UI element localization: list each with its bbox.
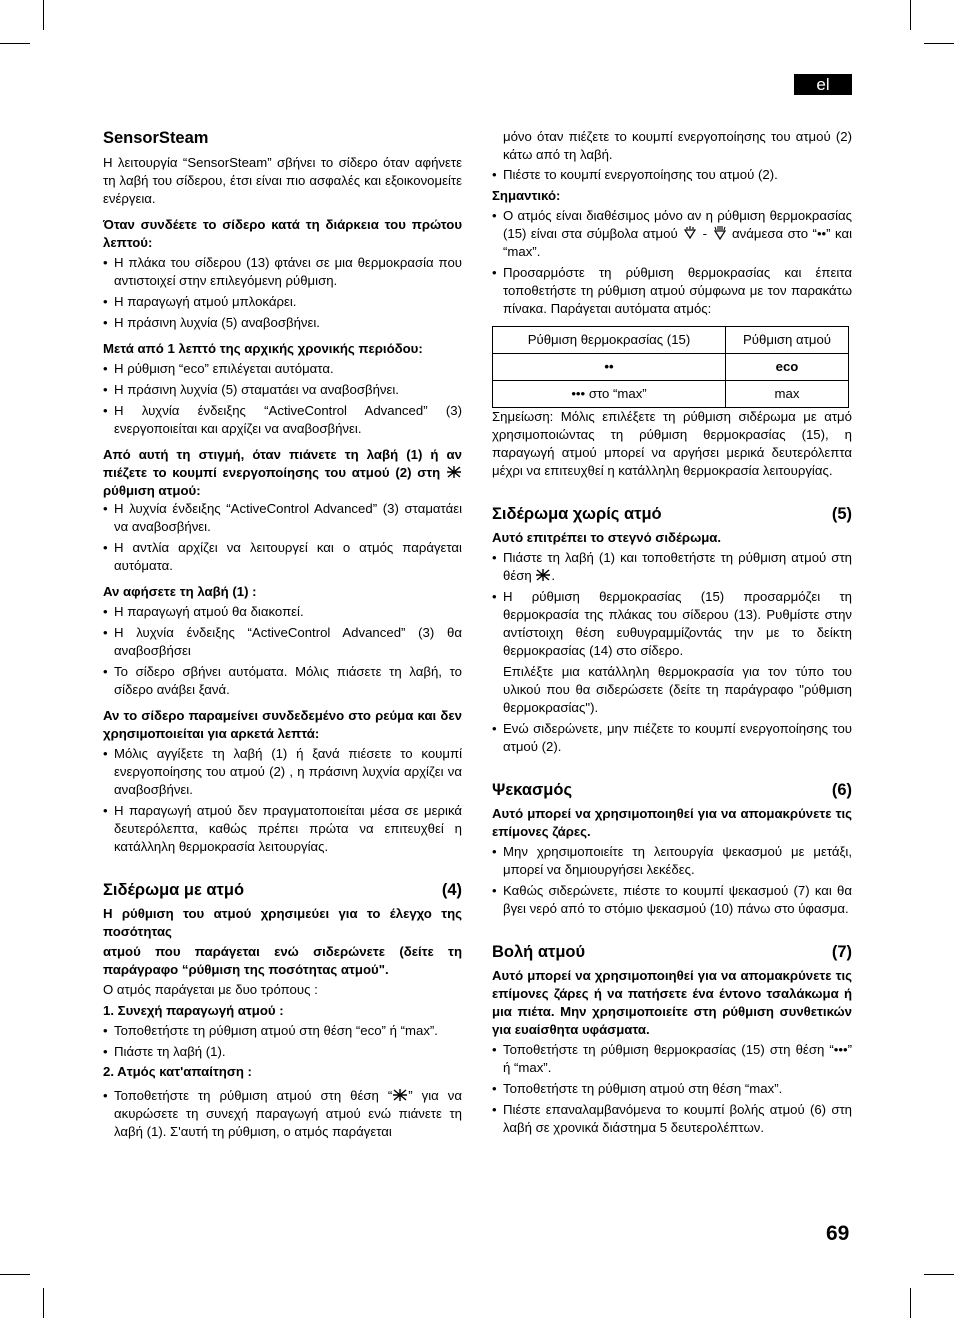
crop-mark [910,1288,911,1318]
list-item: • Πιάστε τη λαβή (1) και τοποθετήστε τη ρύθμιση ατμού στη θέση . [492,549,852,585]
list-item: • Τοποθετήστε τη ρύθμιση θερμοκρασίας (15) στη θέση “•••” ή “max”. [492,1041,852,1077]
crop-mark [43,1288,44,1318]
first-minute-heading: Όταν συνδέετε το σίδερο κατά τη διάρκεια του πρώτου λεπτού: [103,217,462,250]
list-item: • Το σίδερο σβήνει αυτόματα. Μόλις πιάσετε τη λαβή, το σίδερο ανάβει ξανά. [103,663,462,699]
list-item: • Η παραγωγή ατμού μπλοκάρει. [103,293,462,311]
crop-mark [910,0,911,30]
table-cell: max [726,381,849,408]
first-minute-list [103,254,462,332]
on-demand-heading: 2. Ατμός κατ'απαίτηση : [103,1064,252,1079]
list-item: • Ενώ σιδερώνετε, μην πιέζετε το κουμπί ενεργοποίησης του ατμού (2). [492,720,852,756]
list-item: • Η λυχνία ένδειξης “ActiveControl Advanced” (3) θα αναβοσβήσει [103,624,462,660]
no-steam-icon [535,568,551,582]
table-row [493,354,849,381]
sensorsteam-heading: SensorSteam [103,129,209,147]
list-item: • Η ρύθμιση θερμοκρασίας (15) προσαρμόζει τη θερμοκρασία της πλάκας του σίδερου (13). Ρυθμίστε στην αντίστοιχη θέση ευθυγραμμίζοντάς την με το δείκτη θερμοκρασίας (14) στο σίδερο. Επιλέξτε μια κατάλληλη θερμοκρασία για τον τύπο του υλικού που θα σιδερώσετε (δείτε τη παράγραφο "ρύθμιση θερμοκρασίας"). [492,588,852,717]
steam-burst-icon [392,1088,408,1102]
continued-text: μόνο όταν πιέζετε το κουμπί ενεργοποίησης του ατμού (2) κάτω από τη λαβή. [503,129,852,162]
dry-item-continuation: Επιλέξτε μια κατάλληλη θερμοκρασία για τον τύπο του υλικού που θα σιδερώσετε (δείτε τη παράγραφο "ρύθμιση θερμοκρασίας"). [503,664,852,715]
spray-list [492,843,852,918]
list-item: • Καθώς σιδερώνετε, πιέστε το κουμπί ψεκασμού (7) και θα βγει νερό από το στόμιο ψεκασμού (10) πάνω στο ύφασμα. [492,882,852,918]
list-item: • Μην χρησιμοποιείτε τη λειτουργία ψεκασμού με μετάξι, μπορεί να δημιουργήσει λεκέδες. [492,843,852,879]
crop-mark [924,43,954,44]
continuous-heading: 1. Συνεχή παραγωγή ατμού : [103,1003,284,1018]
list-item: • Τοποθετήστε τη ρύθμιση ατμού στη θέση “max”. [492,1080,852,1098]
list-item: • Τοποθετήστε τη ρύθμιση ατμού στη θέση “eco” ή “max”. [103,1022,462,1040]
sensorsteam-intro: Η λειτουργία “SensorSteam” σβήνει το σίδερο όταν αφήνετε τη λαβή του σίδερου, έτσι είναι πιο ασφαλές και εξοικονομείτε ενέργεια. [103,155,462,206]
from-now-heading: Από αυτή τη στιγμή, όταν πιάνετε τη λαβή (1) ή αν πιέζετε το κουμπί ενεργοποίησης του ατμού (2) στη ρύθμιση ατμού: [103,447,462,498]
steam-shot-heading: Βολή ατμού (7) [492,943,852,961]
after-minute-list [103,360,462,438]
crop-mark [924,1274,954,1275]
idle-list [103,745,462,856]
steam-two-ways: Ο ατμός παράγεται με δυο τρόπους : [103,982,318,997]
page-number: 69 [826,1222,850,1245]
crop-mark [0,1274,30,1275]
table-cell: eco [726,354,849,381]
list-item: • Η πράσινη λυχνία (5) σταματάει να αναβοσβήνει. [103,381,462,399]
steam-bold-2: ατμού που παράγεται ενώ σιδερώνετε (δείτε τη παράγραφο “ρύθμιση της ποσότητας ατμού". [103,944,462,977]
dry-bold: Αυτό επιτρέπει το στεγνό σιδέρωμα. [492,530,722,545]
important-heading: Σημαντικό: [492,188,561,203]
steam-high-icon [712,226,728,240]
list-item: • Η πλάκα του σίδερου (13) φτάνει σε μια θερμοκρασία που αντιστοιχεί στην επιλεγόμενη ρύθμιση. [103,254,462,290]
table-row [493,381,849,408]
list-item: • Η λυχνία ένδειξης “ActiveControl Advanced” (3) σταματάει να αναβοσβήνει. [103,500,462,536]
list-item: • Ο ατμός είναι διαθέσιμος μόνο αν η ρύθμιση θερμοκρασίας (15) είναι στα σύμβολα ατμού - ανάμεσα στο “••” και “max”. [492,207,852,261]
list-item: • Προσαρμόστε τη ρύθμιση θερμοκρασίας και έπειτα τοποθετήστε τη ρύθμιση ατμού σύμφωνα με τον παρακάτω πίνακα. Παράγεται αυτόματα ατμός: [492,264,852,318]
crop-mark [0,43,30,44]
steam-shot-bold: Αυτό μπορεί να χρησιμοποιηθεί για να απομακρύνετε τις επίμονες ζάρες ή να πατήσετε ένα έντονο τσαλάκωμα ή μια πιέτα. Μην χρησιμοποιείτε στη ρύθμιση συνθετικών για ευαίσθητα υφάσματα. [492,968,852,1037]
steam-burst-icon [446,465,462,479]
release-heading: Αν αφήσετε τη λαβή (1) : [103,584,257,599]
list-item: • Η λυχνία ένδειξης “ActiveControl Advanced” (3) ενεργοποιείται και αρχίζει να αναβοσβήνει. [103,402,462,438]
steam-low-icon [682,226,698,240]
table-cell: ••• στο “max” [493,381,726,408]
list-item: • Μόλις αγγίξετε τη λαβή (1) ή ξανά πιέσετε το κουμπί ενεργοποίησης του ατμού (2) , η πράσινη λυχνία αρχίζει να αναβοσβήνει. [103,745,462,799]
steam-shot-list [492,1041,852,1137]
dry-list [492,549,852,756]
continued-list [492,166,852,184]
from-now-list [103,500,462,575]
list-item: • Η αντλία αρχίζει να λειτουργεί και ο ατμός παράγεται αυτόματα. [103,539,462,575]
list-item: • Πιάστε τη λαβή (1). [103,1043,462,1061]
list-item: • Η ρύθμιση “eco” επιλέγεται αυτόματα. [103,360,462,378]
on-demand-list [103,1087,462,1141]
spray-bold: Αυτό μπορεί να χρησιμοποιηθεί για να απομακρύνετε τις επίμονες ζάρες. [492,806,852,839]
dry-ironing-heading: Σιδέρωμα χωρίς ατμό (5) [492,505,852,523]
list-item: • Πιέστε το κουμπί ενεργοποίησης του ατμού (2). [492,166,852,184]
steam-settings-table [492,326,849,408]
language-tab: el [794,74,852,95]
table-header-cell: Ρύθμιση θερμοκρασίας (15) [493,327,726,354]
table-header-cell: Ρύθμιση ατμού [726,327,849,354]
steam-ironing-heading: Σιδέρωμα με ατμό (4) [103,881,462,899]
table-note: Σημείωση: Μόλις επιλέξετε τη ρύθμιση σιδέρωμα με ατμό χρησιμοποιώντας τη ρύθμιση θερμοκρασίας (15), η παραγωγή ατμού μπορεί να αργήσει μερικά δευτερόλεπτα μέχρι να επιτευχθεί η κατάλληλη θερμοκρασία λειτουργίας. [492,409,852,478]
right-column [492,128,852,1137]
steam-bold-1: Η ρύθμιση του ατμού χρησιμεύει για το έλεγχο της ποσότητας [103,906,462,939]
continuous-list [103,1022,462,1061]
left-column [103,128,462,1141]
after-minute-heading: Μετά από 1 λεπτό της αρχικής χρονικής περιόδου: [103,341,423,356]
table-cell: •• [493,354,726,381]
list-item: • Η παραγωγή ατμού θα διακοπεί. [103,603,462,621]
idle-heading: Αν το σίδερο παραμείνει συνδεδεμένο στο ρεύμα και δεν χρησιμοποιείται για αρκετά λεπτά: [103,708,462,741]
release-list [103,603,462,699]
crop-mark [43,0,44,30]
list-item: • Πιέστε επαναλαμβανόμενα το κουμπί βολής ατμού (6) στη λαβή σε χρονικά διάστημα 5 δευτερολέπτων. [492,1101,852,1137]
list-item: • Η πράσινη λυχνία (5) αναβοσβήνει. [103,314,462,332]
list-item: • Τοποθετήστε τη ρύθμιση ατμού στη θέση “ ” για να ακυρώσετε τη συνεχή παραγωγή ατμού ενώ πιάνετε τη λαβή (1). Σ'αυτή τη ρύθμιση, ο ατμός παράγεται [103,1087,462,1141]
important-list [492,207,852,318]
list-item: • Η παραγωγή ατμού δεν πραγματοποιείται μέσα σε μερικά δευτερόλεπτα, καθώς πρέπει πρώτα να επιτευχθεί η κατάλληλη θερμοκρασία λειτουργίας. [103,802,462,856]
spray-heading: Ψεκασμός (6) [492,781,852,799]
table-header-row [493,327,849,354]
